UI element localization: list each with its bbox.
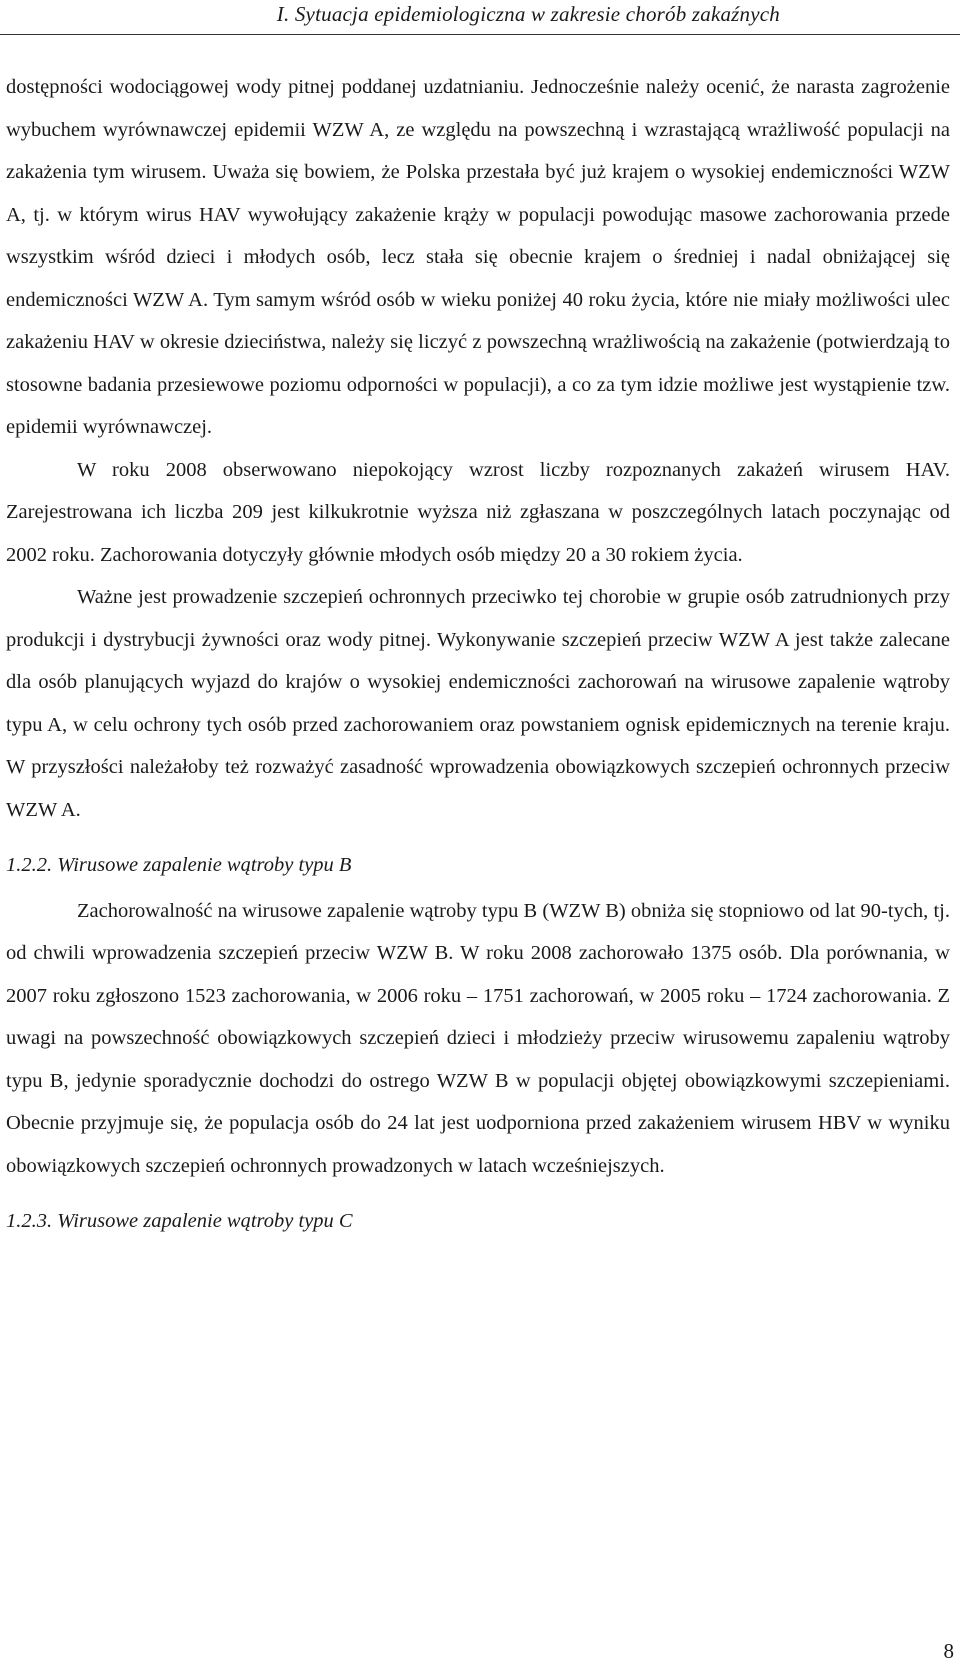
paragraph-wzw-a-epidemic-risk: dostępności wodociągowej wody pitnej poddanej uzdatnianiu. Jednocześnie należy ocenić, że narasta zagrożenie wybuchem wyrównawczej epidemii WZW A, ze względu na powszechną i wzrastającą wrażliwość populacji na zakażenia tym wirusem. Uważa się bowiem, że Polska przestała być już krajem o wysokiej endemiczności WZW A, tj. w którym wirus HAV wywołujący zakażenie krąży w populacji powodując masowe zachorowania przede wszystkim wśród dzieci i młodych osób, lecz stała się obecnie krajem o średniej i nadal obniżającej się endemiczności WZW A. Tym samym wśród osób w wieku poniżej 40 roku życia, które nie miały możliwości ulec zakażeniu HAV w okresie dzieciństwa, należy się liczyć z powszechną wrażliwością na zakażenie (potwierdzają to stosowne badania przesiewowe poziomu odporności w populacji), a co za tym idzie możliwe jest wystąpienie tzw. epidemii wyrównawczej. [6,76,950,438]
paragraph-wzw-b-incidence: Zachorowalność na wirusowe zapalenie wątroby typu B (WZW B) obniża się stopniowo od lat 90-tych, tj. od chwili wprowadzenia szczepień przeciw WZW B. W roku 2008 zachorowało 1375 osób. Dla porównania, w 2007 roku zgłoszono 1523 zachorowania, w 2006 roku – 1751 zachorowań, w 2005 roku – 1724 zachorowania. Z uwagi na powszechność obowiązkowych szczepień dzieci i młodzieży przeciw wirusowemu zapaleniu wątroby typu B, jedynie sporadycznie dochodzi do ostrego WZW B w populacji objętej obowiązkowymi szczepieniami. Obecnie przyjmuje się, że populacja osób do 24 lat jest uodporniona przed zakażeniem wirusem HBV w wyniku obowiązkowych szczepień ochronnych prowadzonych w latach wcześniejszych. [6,899,950,1177]
page-number: 8 [943,1639,954,1663]
running-header [0,0,960,35]
paragraph-2008-hav-increase: W roku 2008 obserwowano niepokojący wzrost liczby rozpoznanych zakażeń wirusem HAV. Zarejestrowana ich liczba 209 jest kilkukrotnie wyższa niż zgłaszana w poszczególnych latach poczynając od 2002 roku. Zachorowania dotyczyły głównie młodych osób między 20 a 30 rokiem życia. [6,458,950,566]
section-heading-wzw-b: 1.2.2. Wirusowe zapalenie wątroby typu B [6,854,352,876]
paragraph-vaccination-recommendation: Ważne jest prowadzenie szczepień ochronnych przeciwko tej chorobie w grupie osób zatrudnionych przy produkcji i dystrybucji żywności oraz wody pitnej. Wykonywanie szczepień przeciw WZW A jest także zalecane dla osób planujących wyjazd do krajów o wysokiej endemiczności zachorowań na wirusowe zapalenie wątroby typu A, w celu ochrony tych osób przed zachorowaniem oraz powstaniem ognisk epidemicznych na terenie kraju. W przyszłości należałoby też rozważyć zasadność wprowadzenia obowiązkowych szczepień ochronnych przeciw WZW A. [6,586,950,821]
running-title: I. Sytuacja epidemiologiczna w zakresie chorób zakaźnych [276,2,780,26]
section-heading-wzw-c: 1.2.3. Wirusowe zapalenie wątroby typu C [6,1210,353,1232]
document-body [6,66,950,1243]
